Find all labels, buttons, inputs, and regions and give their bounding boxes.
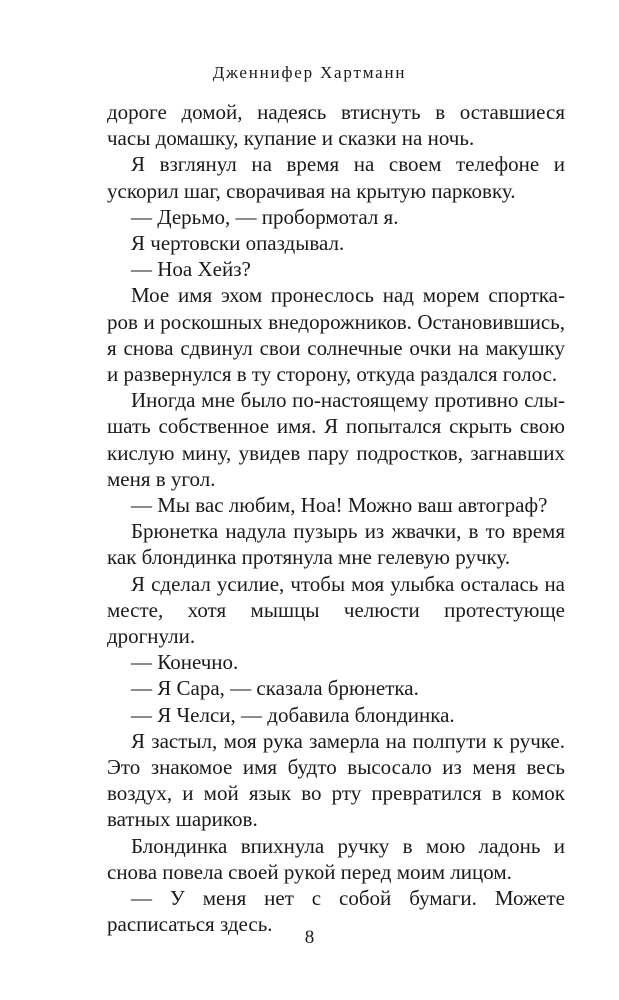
body-text [107, 99, 565, 938]
paragraph: — Я Челси, — добавила блондинка. [131, 702, 455, 727]
paragraph: — У меня нет с собой бумаги. Можете расписаться здесь. [107, 886, 565, 937]
paragraph: Я сделал усилие, чтобы моя улыбка осталась на месте, хотя мышцы челюсти протестующе дрогнули. [107, 571, 565, 649]
paragraph: — Я Сара, — сказала брюнетка. [131, 676, 419, 701]
paragraph: Иногда мне было по-настоящему противно слышать собственное имя. Я попытался скрыть свою кислую мину, увидев пару подростков, загнавших меня в угол. [107, 388, 565, 491]
paragraph: Брюнетка надула пузырь из жвачки, в то время как блондинка протянула мне гелевую ручку. [107, 519, 565, 570]
paragraph: — Ноа Хейз? [131, 257, 251, 282]
paragraph: Блондинка впихнула ручку в мою ладонь и снова повела своей рукой перед моим лицом. [107, 833, 565, 884]
paragraph: Я взглянул на время на своем телефоне и ускорил шаг, сворачивая на крытую парковку. [107, 152, 565, 203]
running-header-author: Дженнифер Хартманн [212, 63, 407, 82]
paragraph: — Дерьмо, — пробормотал я. [131, 204, 399, 229]
paragraph: — Конечно. [131, 650, 239, 675]
page-number: 8 [304, 927, 315, 948]
paragraph: Я чертовски опаздывал. [131, 231, 345, 256]
paragraph: — Мы вас любим, Ноа! Можно ваш автограф? [131, 493, 548, 518]
paragraph: Я застыл, моя рука замерла на полпути к ручке. Это знакомое имя будто высосало из меня весь воздух, и мой язык во рту превратился в комок ватных шариков. [107, 728, 565, 832]
paragraph: дороге домой, надеясь втиснуть в оставшиеся часы домашку, купание и сказки на ночь. [107, 100, 565, 151]
paragraph: Мое имя эхом пронеслось над морем спорткаров и роскошных внедорожников. Остановившись, я снова сдвинул свои солнечные очки на макушку и развернулся в ту сторону, откуда раздался голос. [107, 283, 565, 387]
